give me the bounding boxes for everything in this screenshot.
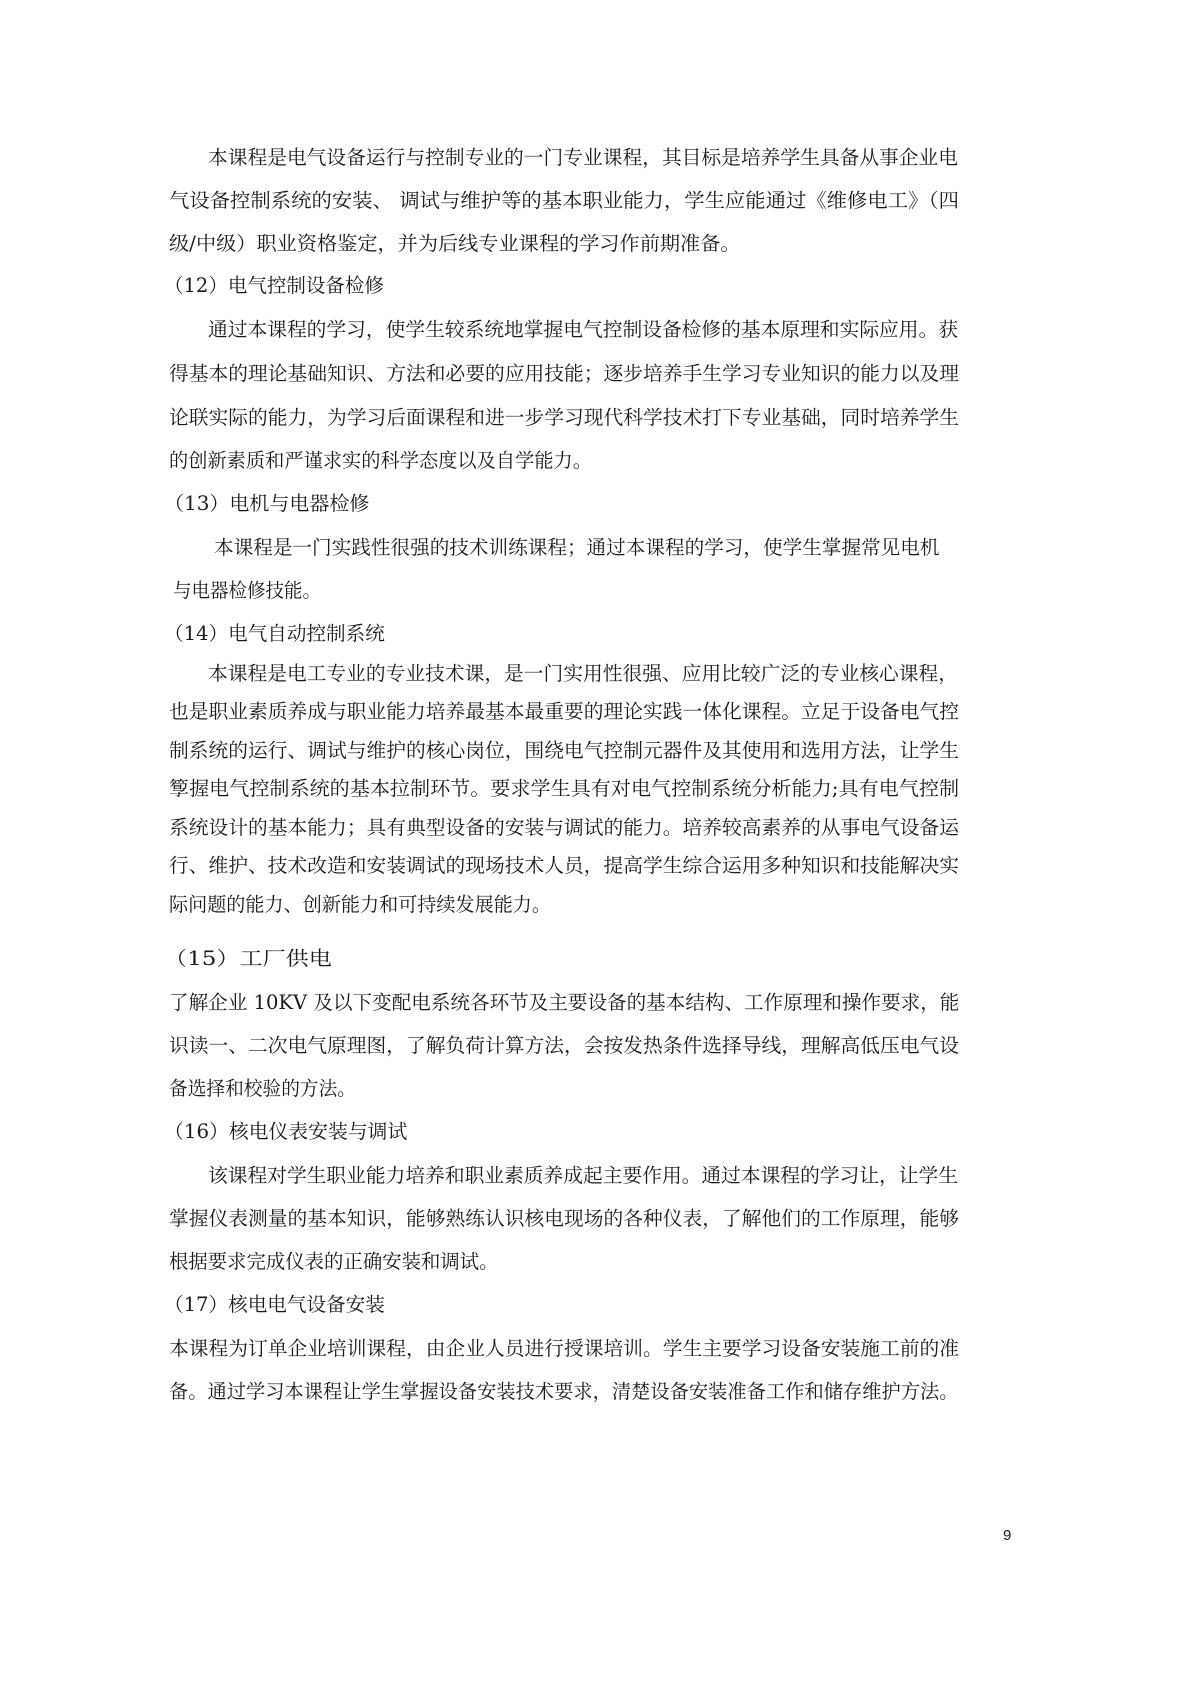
- text-line: 行、维护、技术改造和安装调试的现场技术人员，提高学生综合运用多种知识和技能解决实: [169, 854, 960, 877]
- text-line: 气设备控制系统的安装、 调试与维护等的基本职业能力，学生应能通过《维修电工》（四: [169, 189, 959, 212]
- text-line: 识读一、二次电气原理图，了解负荷计算方法，会按发热条件选择导线，理解高低压电气设: [169, 1034, 960, 1057]
- text-line: 根据要求完成仪表的正确安装和调试。: [169, 1250, 499, 1273]
- section-heading: （16）核电仪表安装与调试: [164, 1120, 408, 1143]
- text-line: 级/中级）职业资格鉴定，并为后线专业课程的学习作前期准备。: [169, 232, 741, 255]
- text-line: 备。通过学习本课程让学生掌握设备安装技术要求，清楚设备安装准备工作和储存维护方法。: [169, 1380, 959, 1403]
- text-line: 了解企业 10KV 及以下变配电系统各环节及主要设备的基本结构、工作原理和操作要求，能: [169, 991, 960, 1014]
- text-line: 际问题的能力、创新能力和可持续发展能力。: [169, 893, 552, 916]
- text-line: 也是职业素质养成与职业能力培养最基本最重要的理论实践一体化课程。立足于设备电气控: [169, 700, 960, 723]
- text-line: 本课程为订单企业培训课程，由企业人员进行授课培训。学生主要学习设备安装施工前的准: [169, 1337, 960, 1360]
- text-line: 该课程对学生职业能力培养和职业素质养成起主要作用。通过本课程的学习让，让学生: [208, 1164, 959, 1187]
- section-heading: （13）电机与电器检修: [164, 492, 370, 515]
- section-heading: （12）电气控制设备检修: [164, 274, 384, 297]
- text-line: 通过本课程的学习，使学生较系统地掌握电气控制设备检修的基本原理和实际应用。获: [208, 318, 959, 341]
- text-line: 论联实际的能力，为学习后面课程和进一步学习现代科学技术打下专业基础，同时培养学生: [169, 406, 960, 429]
- section-heading: （14）电气自动控制系统: [164, 622, 385, 645]
- section-heading: （17）核电电气设备安装: [164, 1293, 385, 1316]
- text-line: 本课程是电气设备运行与控制专业的一门专业课程，其目标是培养学生具备从事企业电: [208, 146, 959, 169]
- section-heading: （15）工厂供电: [164, 947, 332, 970]
- page-number: 9: [1003, 1527, 1012, 1544]
- text-line: 本课程是电工专业的专业技术课，是一门实用性很强、应用比较广泛的专业核心课程，: [208, 662, 959, 685]
- text-line: 备选择和校验的方法。: [169, 1077, 357, 1100]
- text-line: 掌握仪表测量的基本知识，能够熟练认识核电现场的各种仪表，了解他们的工作原理，能够: [169, 1207, 960, 1230]
- text-line: 与电器检修技能。: [173, 579, 322, 602]
- text-line: 系统设计的基本能力；具有典型设备的安装与调试的能力。培养较高素养的从事电气设备运: [169, 816, 960, 839]
- text-line: 箰握电气控制系统的基本拉制环节。要求学生具有对电气控制系统分析能力;具有电气控制: [169, 777, 960, 800]
- text-line: 的创新素质和严谨求实的科学态度以及自学能力。: [169, 449, 593, 472]
- text-line: 制系统的运行、调试与维护的核心岗位，围绕电气控制元器件及其使用和选用方法，让学生: [169, 739, 960, 762]
- text-line: 本课程是一门实践性很强的技术训练课程；通过本课程的学习，使学生掌握常见电机: [214, 536, 940, 559]
- text-line: 得基本的理论基础知识、方法和必要的应用技能；逐步培养手生学习专业知识的能力以及理: [169, 362, 960, 385]
